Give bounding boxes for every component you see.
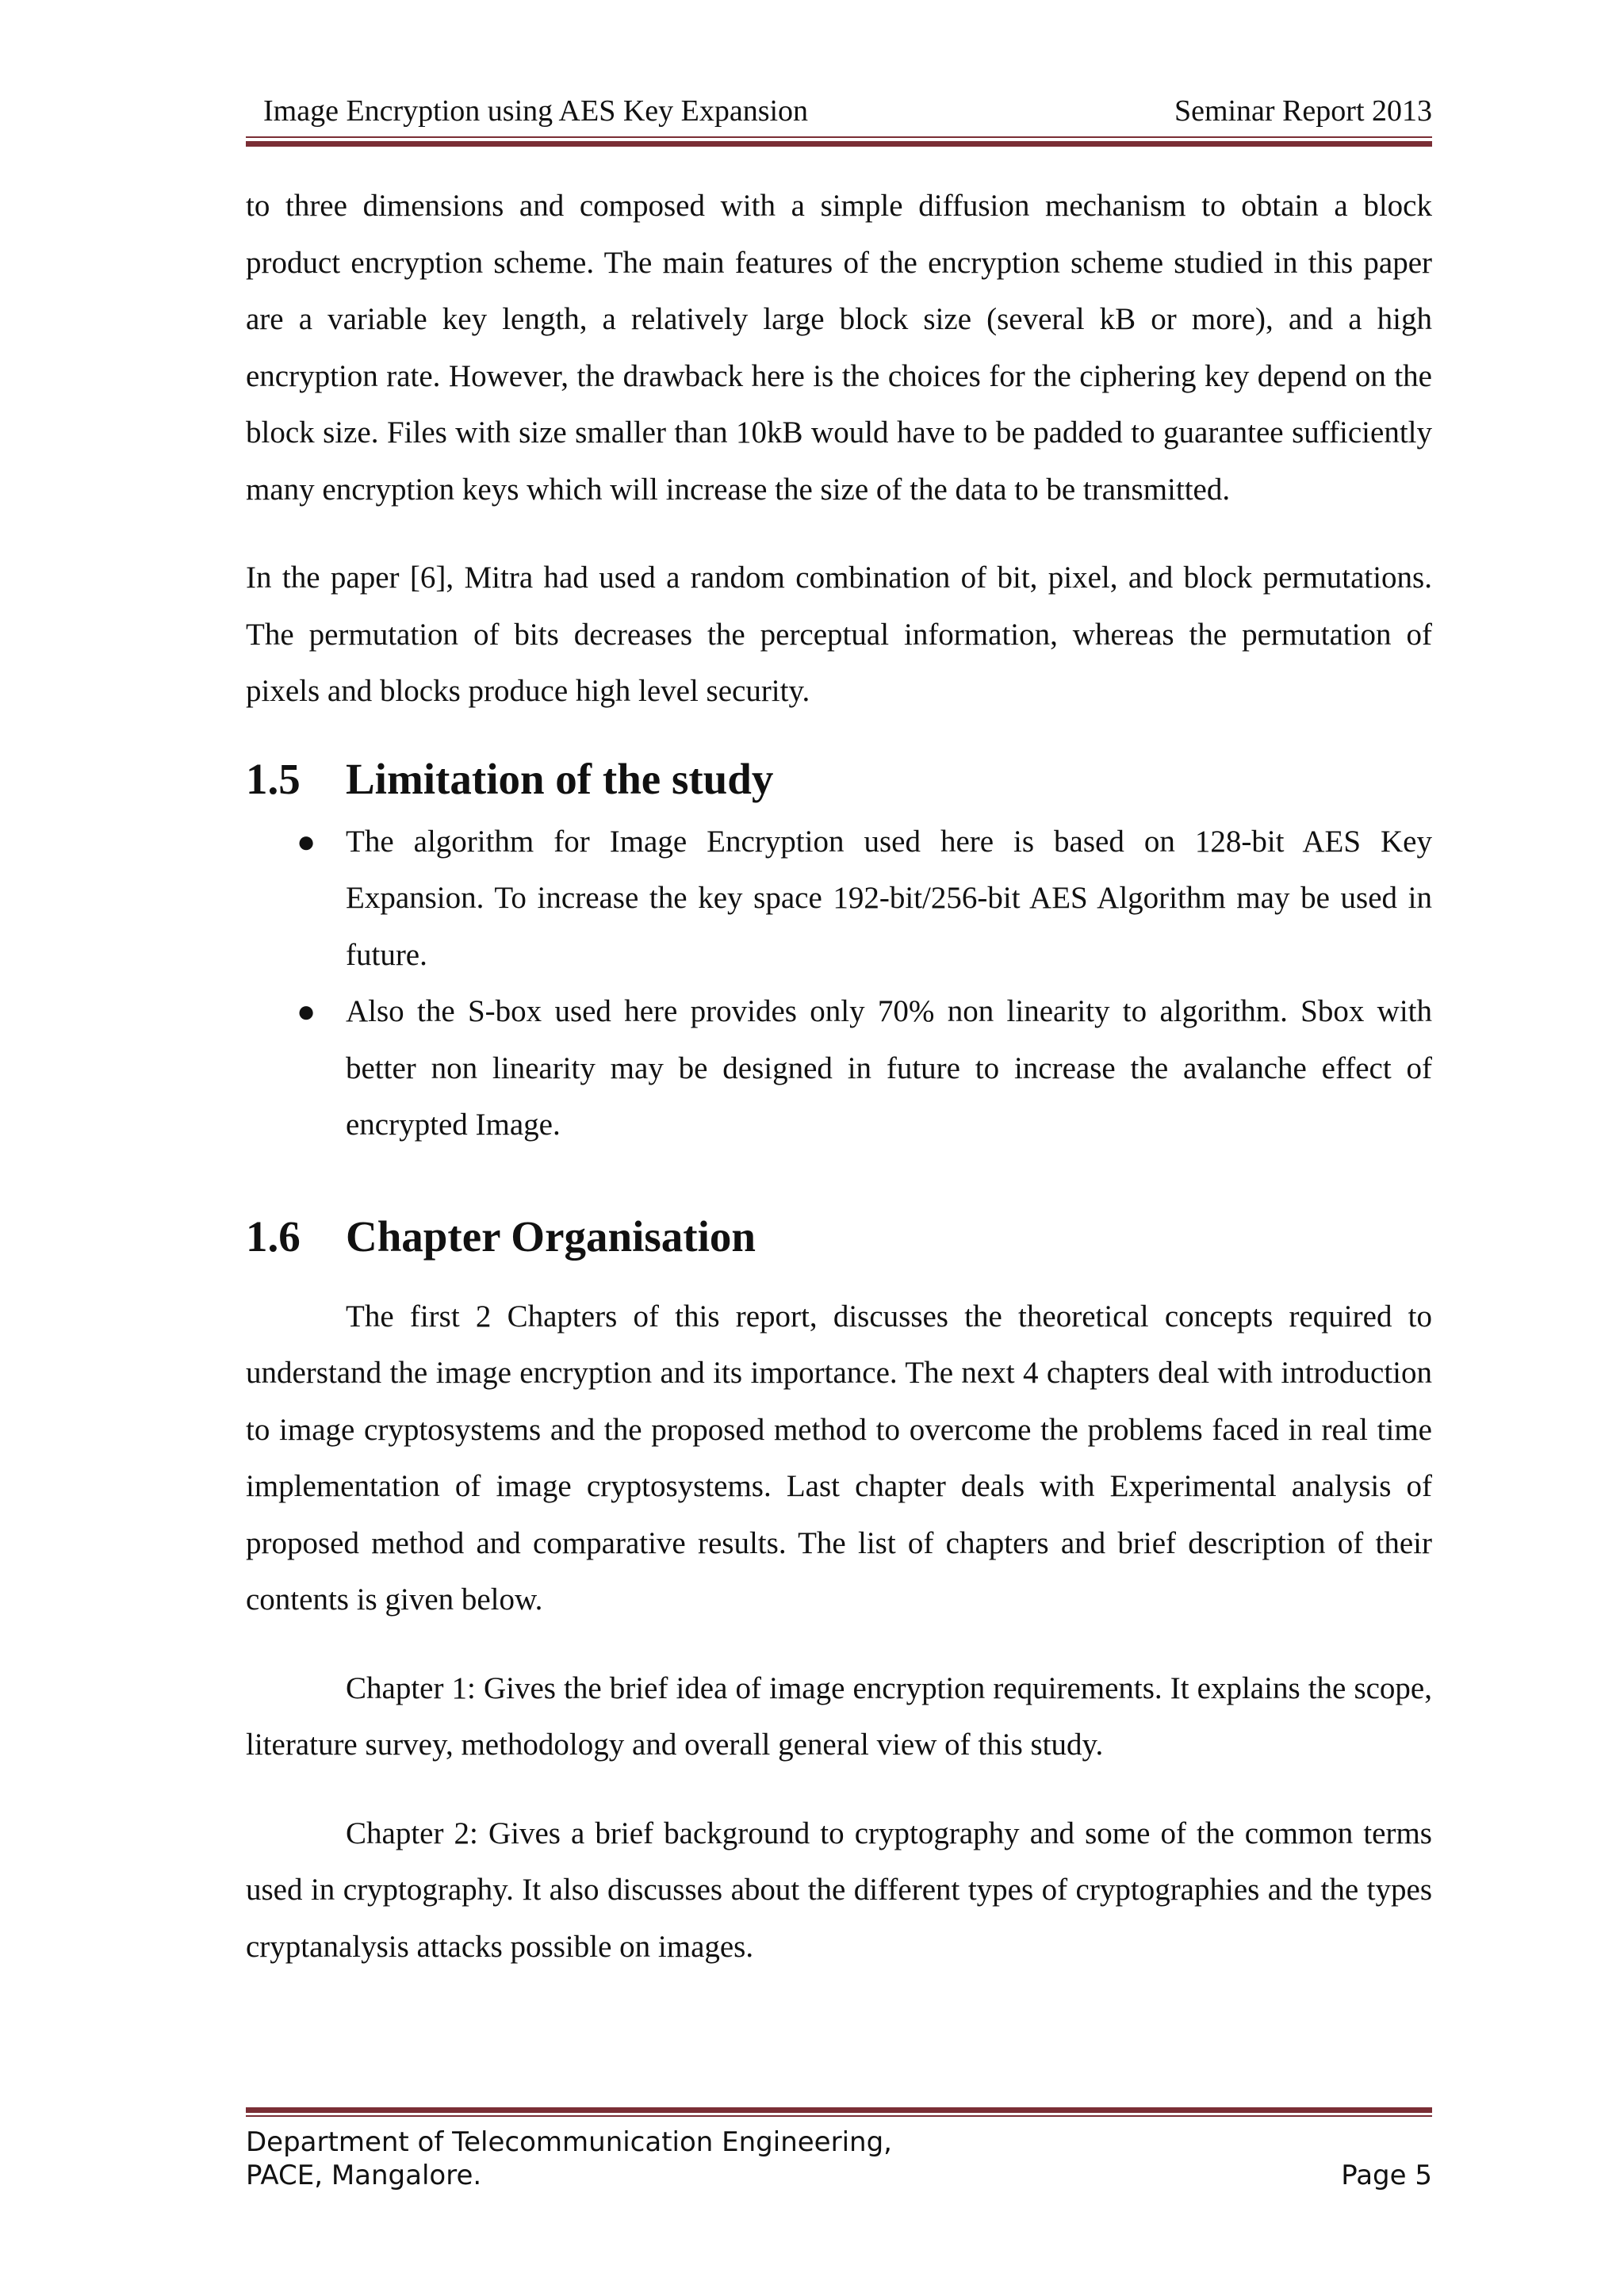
section-title: Chapter Organisation	[346, 1211, 756, 1261]
section-heading-chapter-organisation	[246, 1209, 1432, 1265]
body-paragraph: Chapter 2: Gives a brief background to cryptography and some of the common terms used in cryptography. It also discusses about the different types of cryptographies and the types cryptanalysis attacks possible on images.	[246, 1816, 1432, 1964]
list-item	[246, 983, 1432, 1154]
list-item-text: Also the S-box used here provides only 70% non linearity to algorithm. Sbox with better non linearity may be designed in future to increase the avalanche effect of encrypted Image.	[346, 994, 1432, 1142]
body-paragraph: Chapter 1: Gives the brief idea of image encryption requirements. It explains the scope, literature survey, methodology and overall general view of this study.	[246, 1670, 1432, 1762]
page-number: Page 5	[1341, 2160, 1432, 2191]
body-paragraph: In the paper [6], Mitra had used a random combination of bit, pixel, and block permutations. The permutation of bits decreases the perceptual information, whereas the permutation of pixels and blocks produce high level security.	[246, 561, 1432, 708]
header-rule-thick	[246, 141, 1432, 147]
body-paragraph: The first 2 Chapters of this report, discusses the theoretical concepts required to understand the image encryption and its importance. The next 4 chapters deal with introduction to image cryptosystems and the proposed method to overcome the problems faced in real time implementation of image cryptosystems. Last chapter deals with Experimental analysis of proposed method and comparative results. The list of chapters and brief description of their contents is given below.	[246, 1299, 1432, 1617]
bullet-icon: ●	[297, 993, 316, 1029]
header-rule-thin	[246, 136, 1432, 138]
body-paragraph: to three dimensions and composed with a simple diffusion mechanism to obtain a block product encryption scheme. The main features of the encryption scheme studied in this paper are a variable key length, a relatively large block size (several kB or more), and a high encryption rate. However, the drawback here is the choices for the ciphering key depend on the block size. Files with size smaller than 10kB would have to be padded to guarantee sufficiently many encryption keys which will increase the size of the data to be transmitted.	[246, 189, 1432, 507]
list-item-text: The algorithm for Image Encryption used here is based on 128-bit AES Key Expansion. To increase the key space 192-bit/256-bit AES Algorithm may be used in future.	[346, 824, 1432, 972]
page-content	[246, 178, 1432, 2007]
section-heading-limitation	[246, 752, 1432, 807]
footer-institution: PACE, Mangalore.	[246, 2160, 482, 2191]
footer-department: Department of Telecommunication Engineering,	[246, 2126, 892, 2158]
header-report-label: Seminar Report 2013	[1174, 94, 1432, 128]
limitation-list	[246, 813, 1432, 1154]
bullet-icon: ●	[297, 823, 316, 859]
list-item	[246, 813, 1432, 984]
page-header	[246, 79, 1432, 149]
section-number: 1.6	[246, 1211, 301, 1261]
page-footer	[246, 2107, 1432, 2202]
section-number: 1.5	[246, 754, 301, 803]
footer-rule-thick	[246, 2107, 1432, 2113]
header-title: Image Encryption using AES Key Expansion	[263, 94, 809, 128]
section-title: Limitation of the study	[346, 754, 774, 803]
footer-rule-thin	[246, 2115, 1432, 2117]
